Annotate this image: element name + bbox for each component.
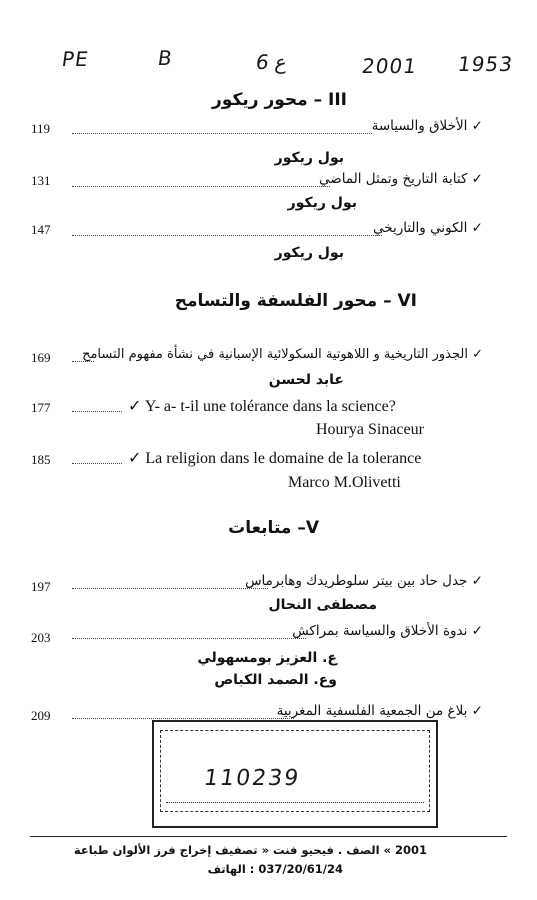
page-number: 147 <box>31 222 51 237</box>
dot-leader <box>72 411 122 412</box>
page-number: 203 <box>31 630 51 645</box>
dot-leader <box>72 133 372 134</box>
toc-entry-title: ✓ La religion dans le domaine de la tolerance <box>128 450 422 467</box>
toc-entry-author-2: وع. الصمد الكباص <box>214 672 337 688</box>
toc-entry-author: بول ريكور <box>274 150 344 166</box>
dot-leader <box>72 718 294 719</box>
page-number: 177 <box>31 400 51 415</box>
section-title-ricoeur: III – محور ريكور <box>212 90 347 110</box>
handwritten-note-4: 2001 <box>360 54 419 78</box>
dot-leader <box>72 463 122 464</box>
page-number: 197 <box>31 579 51 594</box>
stamp-number: 110239 <box>202 766 302 791</box>
page-number: 209 <box>31 708 51 723</box>
toc-entry-author: Hourya Sinaceur <box>316 421 424 438</box>
toc-entry-author: بول ريكور <box>287 195 357 211</box>
dot-leader <box>72 588 268 589</box>
page-number: 119 <box>31 121 51 136</box>
toc-entry-author: ع. العزيز بومسهولي <box>197 650 337 666</box>
dot-leader <box>72 638 306 639</box>
toc-entry-title: ✓ كتابة التاريخ وتمثل الماضي <box>318 171 483 187</box>
handwritten-note-5: 1953 <box>456 52 515 76</box>
dot-leader <box>72 186 330 187</box>
page-number: 169 <box>31 350 51 365</box>
toc-entry-author: مصطفى النحال <box>268 597 377 613</box>
toc-entry-title: ✓ الكوني والتاريخي <box>372 220 483 236</box>
stamp-line <box>166 802 424 803</box>
toc-entry-author: عابد لحسن <box>268 372 344 388</box>
toc-entry-title: ✓ ندوة الأخلاق والسياسة بمراكش <box>292 623 483 639</box>
section-title-follow-ups: V– متابعات <box>228 518 319 538</box>
footer-phone: 037/20/61/24 : الهاتف <box>207 862 343 876</box>
toc-entry-title: ✓ الأخلاق والسياسة <box>371 118 483 134</box>
toc-entry-title: ✓ بلاغ من الجمعية الفلسفية المغربية <box>276 703 483 719</box>
page-number: 131 <box>31 173 51 188</box>
handwritten-note-2: B <box>156 46 175 70</box>
toc-entry-author: Marco M.Olivetti <box>288 474 401 491</box>
handwritten-note-3: 6 ع <box>254 50 289 74</box>
dot-leader <box>72 235 382 236</box>
toc-entry-title: ✓ Y- a- t-il une tolérance dans la science? <box>128 398 396 415</box>
page-number: 185 <box>31 452 51 467</box>
dot-leader <box>72 361 94 362</box>
toc-entry-title: ✓ الجذور التاريخية و اللاهوتية السكولائية الإسبانية في نشأة مفهوم التسامح <box>82 347 483 362</box>
handwritten-note-1: PE <box>60 47 91 71</box>
section-title-philosophy-tolerance: VI – محور الفلسفة والتسامح <box>174 291 417 311</box>
toc-entry-title: ✓ جدل حاد بين بيتر سلوطريدك وهابرماس <box>245 573 483 589</box>
footer-rule <box>30 836 507 837</box>
toc-entry-author: بول ريكور <box>274 245 344 261</box>
library-stamp <box>152 720 438 828</box>
footer-printer: 2001 » الصف . فيحيو فنت « تصفيف إخراج فرز الألوان طباعة <box>73 843 427 857</box>
